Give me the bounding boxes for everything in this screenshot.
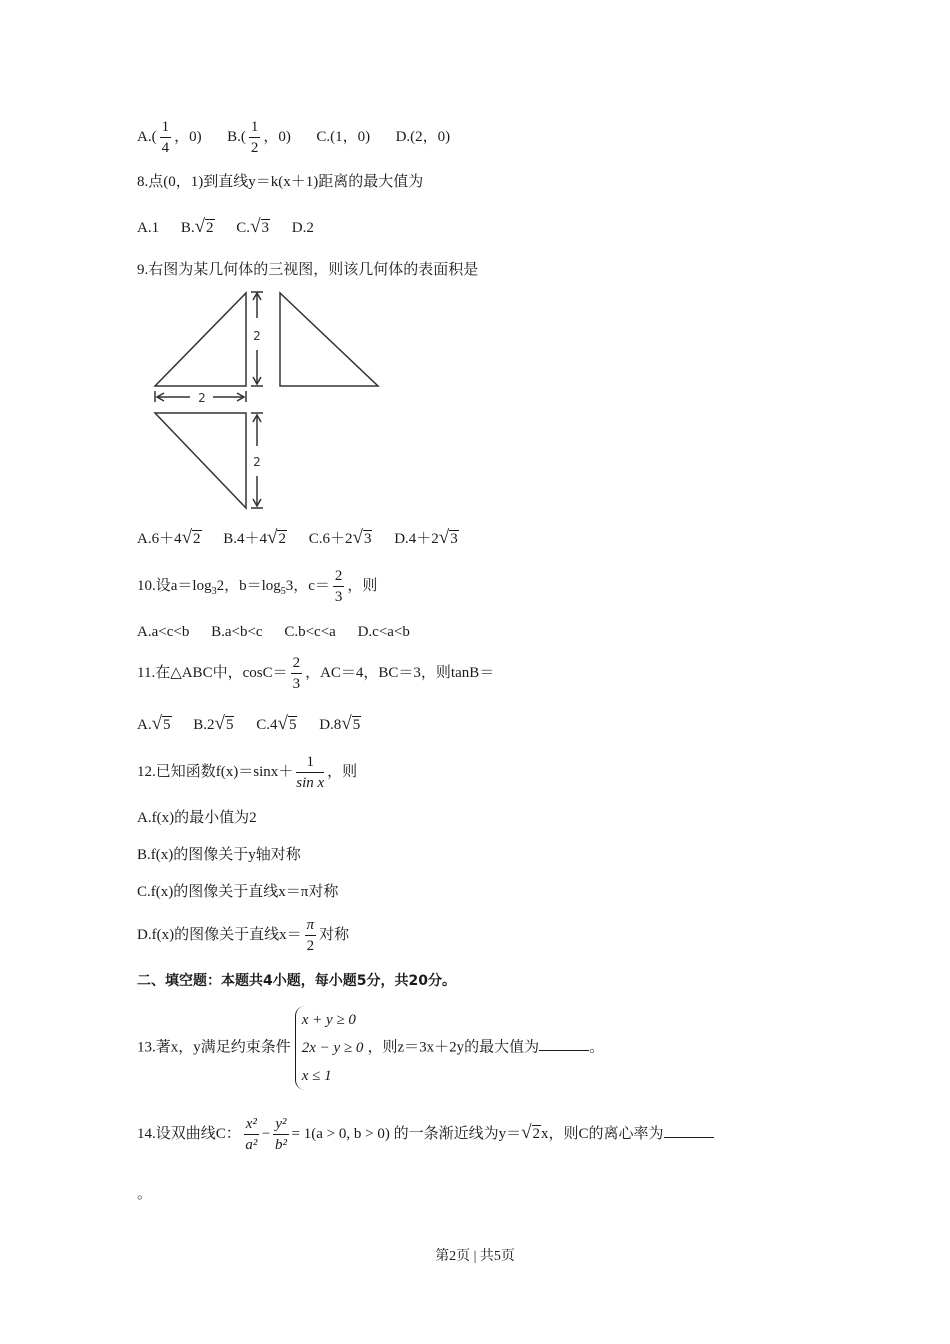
- front-view-triangle: [155, 293, 246, 386]
- q10-stem: 10.设$a=\log_32$，$b=\log_53$，c＝ $\frac{2}{3}$ ，则: [137, 568, 378, 605]
- sqrt-symbol: √5: [277, 713, 297, 734]
- q7-option-a-prefix: A.(: [137, 128, 157, 145]
- q14-end: 。: [137, 1186, 153, 1202]
- sqrt-symbol: √3: [352, 527, 372, 548]
- q12-option-c: C.f(x)的图像关于直线x＝π对称: [137, 884, 339, 900]
- sqrt-symbol: √5: [341, 713, 361, 734]
- q12-option-a: A.f(x)的最小值为2: [137, 810, 257, 826]
- q12-stem: 12.已知函数f(x)＝sinx＋ $\frac{1}{\text{sin x}}$ ，则: [137, 754, 358, 791]
- dimension-label: 2: [253, 455, 261, 469]
- q12-option-d: D.f(x)的图像关于直线x＝ $\frac{\pi}{2}$ 对称: [137, 917, 350, 954]
- q11-fraction: $\frac{2}{3}$: [292, 655, 301, 692]
- q12-fraction: $\frac{1}{\text{sin x}}$: [296, 754, 325, 791]
- section-heading: 二、填空题：本题共4小题，每小题5分，共20分。: [137, 973, 456, 989]
- q7-option-b-prefix: B.(: [227, 128, 246, 145]
- sqrt-symbol: √2: [194, 216, 214, 237]
- answer-blank: [664, 1137, 714, 1138]
- q7-options: A.( $\frac{1}{4}$ ，0) B.( $\frac{1}{2}$ ，0) C.(1，0) D.(2，0): [137, 119, 451, 156]
- dimension-label: 2: [253, 329, 261, 343]
- q11-options: A.√5 B.2√5 C.4√5 D.8√5: [137, 713, 361, 734]
- q9-stem: 9.右图为某几何体的三视图，则该几何体的表面积是: [137, 262, 479, 278]
- q12-d-fraction: $\frac{\pi}{2}$: [306, 917, 315, 954]
- q7-option-b-fraction: $\frac{1}{2}$: [250, 119, 259, 156]
- three-view-diagram: [145, 288, 390, 513]
- answer-blank: [539, 1050, 589, 1051]
- q14-fraction-x: $\frac{\text{x²}}{\text{a²}}$: [245, 1116, 258, 1153]
- q9-options: A.6＋4√2 B.4＋4√2 C.6＋2√3 D.4＋2√3: [137, 527, 458, 548]
- top-view-triangle: [155, 413, 246, 508]
- q14-fraction-y: $\frac{\text{y²}}{\text{b²}}$: [274, 1116, 287, 1153]
- q7-option-c: C.(1，0): [316, 128, 371, 145]
- dimension-label: 2: [198, 391, 206, 405]
- sqrt-symbol: √3: [438, 527, 458, 548]
- side-view-triangle: [280, 293, 378, 386]
- q12-option-b: B.f(x)的图像关于y轴对称: [137, 847, 301, 863]
- sqrt-symbol: √2: [521, 1121, 541, 1143]
- sqrt-symbol: √2: [267, 527, 286, 548]
- sqrt-symbol: √3: [250, 216, 269, 237]
- sqrt-symbol: √5: [151, 713, 171, 734]
- q13-stem: 13.著x，y满足约束条件 x + y ≥ 0 2x − y ≥ 0 x ≤ 1 ，则z＝3x＋2y的最大值为 。: [137, 1006, 604, 1090]
- q8-options: A.1 B.√2 C.√3 D.2: [137, 216, 314, 237]
- q11-stem: 11.在△ABC中，cosC＝ $\frac{2}{3}$ ，AC＝4，BC＝3，则tanB＝: [137, 655, 495, 692]
- q10-options: A.a<c<b B.a<b<c C.b<c<a D.c<a<b: [137, 624, 410, 640]
- q14-stem: 14.设双曲线C： $\frac{\text{x²}}{\text{a²}}$ − $\frac{\text{y²}}{\text{b²}}$ = 1(a > 0, b > 0) 的一条渐近线为y＝√2x，则C的离心率为: [137, 1114, 714, 1155]
- q10-fraction: $\frac{2}{3}$: [334, 568, 343, 605]
- sqrt-symbol: √2: [181, 527, 201, 548]
- page-footer: 第2页 | 共5页: [435, 1249, 515, 1264]
- q7-option-a-fraction: $\frac{1}{4}$: [161, 119, 170, 156]
- q8-stem: 8.点(0，1)到直线y＝k(x＋1)距离的最大值为: [137, 174, 424, 190]
- q7-option-d: D.(2，0): [395, 128, 451, 145]
- constraint-system: x + y ≥ 0 2x − y ≥ 0 x ≤ 1: [295, 1006, 364, 1090]
- sqrt-symbol: √5: [214, 713, 234, 734]
